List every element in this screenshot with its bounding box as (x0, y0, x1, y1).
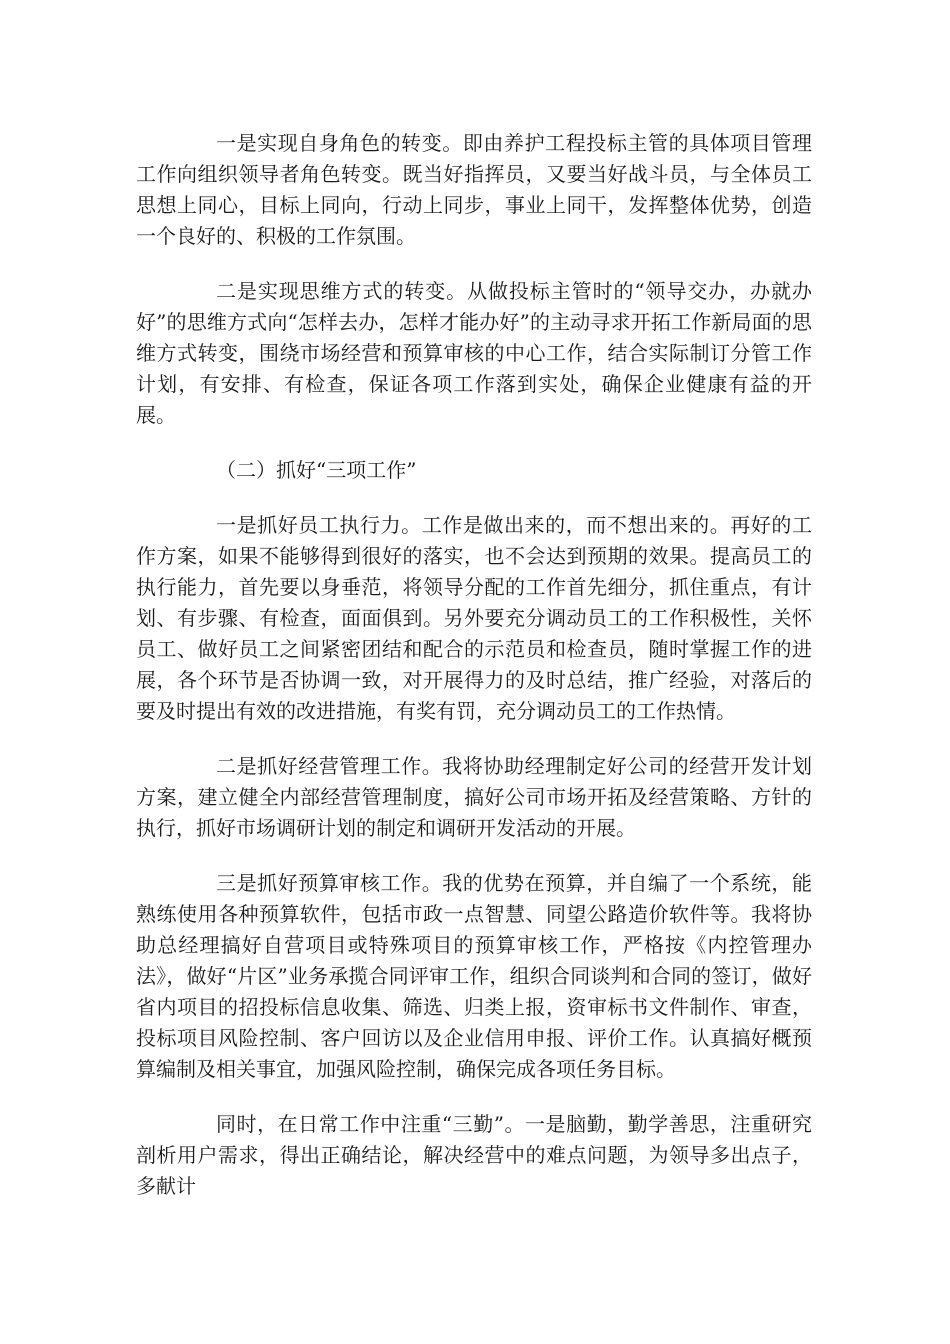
paragraph-thinking-transformation: 二是实现思维方式的转变。从做投标主管时的“领导交办，办就办好”的思维方式向“怎样去办，怎样才能办好”的主动寻求开拓工作新局面的思维方式转变，围绕市场经营和预算审核的中心工作，结合实际制订分管工作计划，有安排、有检查，保证各项工作落到实处，确保企业健康有益的开展。 (136, 279, 812, 427)
paragraph-execution: 一是抓好员工执行力。工作是做出来的，而不想出来的。再好的工作方案，如果不能够得到很好的落实，也不会达到预期的效果。提高员工的执行能力，首先要以身垂范，将领导分配的工作首先细分，抓住重点，有计划、有步骤、有检查，面面俱到。另外要充分调动员工的工作积极性，关怀员工、做好员工之间紧密团结和配合的示范员和检查员，随时掌握工作的进展，各个环节是否协调一致，对开展得力的及时总结，推广经验，对落后的要及时提出有效的改进措施，有奖有罚，充分调动员工的工作热情。 (136, 513, 812, 723)
paragraph-operations-management: 二是抓好经营管理工作。我将协助经理制定好公司的经营开发计划方案，建立健全内部经营管理制度，搞好公司市场开拓及经营策略、方针的执行，抓好市场调研计划的制定和调研开发活动的开展。 (136, 754, 812, 840)
paragraph-role-transformation: 一是实现自身角色的转变。即由养护工程投标主管的具体项目管理工作向组织领导者角色转变。既当好指挥员，又要当好战斗员，与全体员工思想上同心，目标上同向，行动上同步，事业上同干，发挥整体优势，创造一个良好的、积极的工作氛围。 (136, 131, 812, 248)
section-heading: （二）抓好“三项工作” (216, 458, 417, 482)
paragraph-budget-review: 三是抓好预算审核工作。我的优势在预算，并自编了一个系统，能熟练使用各种预算软件，包括市政一点智慧、同望公路造价软件等。我将协助总经理搞好自营项目或特殊项目的预算审核工作，严格按《内控管理办法》，做好“片区”业务承揽合同评审工作，组织合同谈判和合同的签订，做好省内项目的招投标信息收集、筛选、归类上报，资审标书文件制作、审查，投标项目风险控制、客户回访以及企业信用申报、评价工作。认真搞好概预算编制及相关事宜，加强风险控制，确保完成各项任务目标。 (136, 871, 812, 1081)
document-body (136, 128, 812, 1226)
paragraph-three-diligences: 同时，在日常工作中注重“三勤”。一是脑勤，勤学善思，注重研究剖析用户需求，得出正确结论，解决经营中的难点问题，为领导多出点子，多献计 (136, 1112, 812, 1198)
